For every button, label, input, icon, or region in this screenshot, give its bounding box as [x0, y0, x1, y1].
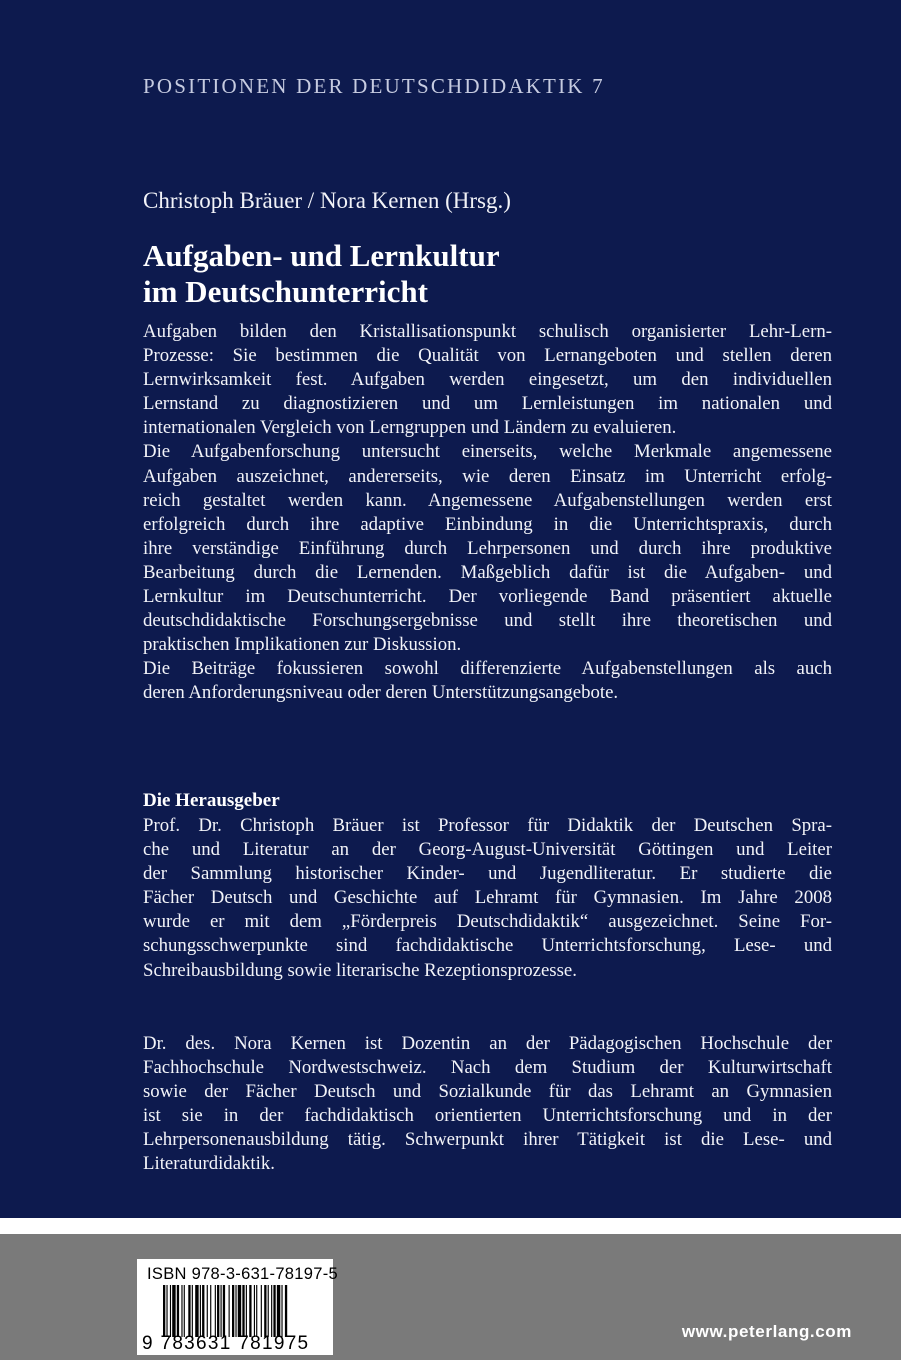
- bio-line: che und Literatur an der Georg-August-Universität Göttingen und Leiter: [143, 839, 832, 861]
- bio-kernen: [143, 1032, 832, 1177]
- blurb-line: Aufgaben bilden den Kristallisationspunkt schulisch organisierter Lehr-Lern-: [143, 321, 832, 342]
- blurb-line: erfolgreich durch ihre adaptive Einbindung in die Unterrichtspraxis, durch: [143, 513, 832, 535]
- publisher-url: www.peterlang.com: [681, 1322, 852, 1341]
- blurb-text: [143, 320, 832, 706]
- blurb-line: Aufgaben auszeichnet, andererseits, wie deren Einsatz im Unterricht erfolg-: [143, 465, 832, 487]
- blurb-line: Die Beiträge fokussieren sowohl differenzierte Aufgabenstellungen als auch: [143, 658, 832, 680]
- bio-line: wurde er mit dem „Förderpreis Deutschdidaktik“ ausgezeichnet. Seine For-: [143, 911, 832, 933]
- blurb-line: praktischen Implikationen zur Diskussion.: [143, 634, 462, 656]
- blurb-line: Prozesse: Sie bestimmen die Qualität von Lernangeboten und stellen deren: [143, 345, 832, 367]
- barcode-icon: [163, 1285, 327, 1337]
- blurb-line: ihre verständige Einführung durch Lehrpersonen und durch ihre produktive: [143, 537, 832, 559]
- bio-line: schungsschwerpunkte sind fachdidaktische Unterrichtsforschung, Lese- und: [143, 935, 832, 957]
- bio-line: der Sammlung historischer Kinder- und Jugendliteratur. Er studierte die: [143, 863, 832, 885]
- white-band: [0, 1218, 901, 1234]
- blurb-line: Lernstand zu diagnostizieren und um Lernleistungen im nationalen und: [143, 393, 832, 415]
- bio-line: Fachhochschule Nordwestschweiz. Nach dem Studium der Kulturwirtschaft: [143, 1057, 832, 1079]
- bio-line: Literaturdidaktik.: [143, 1153, 275, 1175]
- blurb-line: Die Aufgabenforschung untersucht einerseits, welche Merkmale angemessene: [143, 441, 832, 463]
- bio-line: Prof. Dr. Christoph Bräuer ist Professor für Didaktik der Deutschen Spra-: [143, 815, 832, 836]
- blurb-line: Bearbeitung durch die Lernenden. Maßgeblich dafür ist die Aufgaben- und: [143, 561, 832, 583]
- series-title: POSITIONEN DER DEUTSCHDIDAKTIK 7: [143, 74, 605, 98]
- bio-line: Lehrpersonenausbildung tätig. Schwerpunkt ihrer Tätigkeit ist die Lese- und: [143, 1129, 832, 1151]
- blurb-line: deren Anforderungsniveau oder deren Unterstützungsangebote.: [143, 682, 619, 704]
- bio-line: Schreibausbildung sowie literarische Rezeptionsprozesse.: [143, 959, 577, 981]
- isbn-barcode-box: [137, 1259, 338, 1355]
- isbn-barcode-digits: 9 783631 781975: [142, 1333, 310, 1354]
- blurb-line: reich gestaltet werden kann. Angemessene Aufgabenstellungen werden erst: [143, 489, 832, 511]
- blurb-line: deutschdidaktische Forschungsergebnisse und stellt ihre theoretischen und: [143, 610, 832, 632]
- bio-line: Dr. des. Nora Kernen ist Dozentin an der Pädagogischen Hochschule der: [143, 1033, 832, 1054]
- bio-line: sowie der Fächer Deutsch und Sozialkunde für das Lehramt an Gymnasien: [143, 1081, 832, 1103]
- blurb-line: internationalen Vergleich von Lerngruppen und Ländern zu evaluieren.: [143, 417, 677, 439]
- bio-line: Fächer Deutsch und Geschichte auf Lehramt für Gymnasien. Im Jahre 2008: [143, 887, 832, 909]
- book-title-line-2: im Deutschunterricht: [143, 274, 428, 309]
- bio-line: ist sie in der fachdidaktisch orientierten Unterrichtsforschung und in der: [143, 1105, 832, 1127]
- editors-heading: Die Herausgeber: [143, 790, 280, 811]
- bio-braeuer: [143, 814, 832, 983]
- book-title: [143, 238, 500, 310]
- editors-line: Christoph Bräuer / Nora Kernen (Hrsg.): [143, 188, 511, 213]
- book-title-line-1: Aufgaben- und Lernkultur: [143, 238, 500, 273]
- blurb-line: Lernwirksamkeit fest. Aufgaben werden eingesetzt, um den individuellen: [143, 369, 832, 391]
- isbn-label: ISBN 978-3-631-78197-5: [147, 1265, 338, 1283]
- blurb-line: Lernkultur im Deutschunterricht. Der vorliegende Band präsentiert aktuelle: [143, 586, 832, 608]
